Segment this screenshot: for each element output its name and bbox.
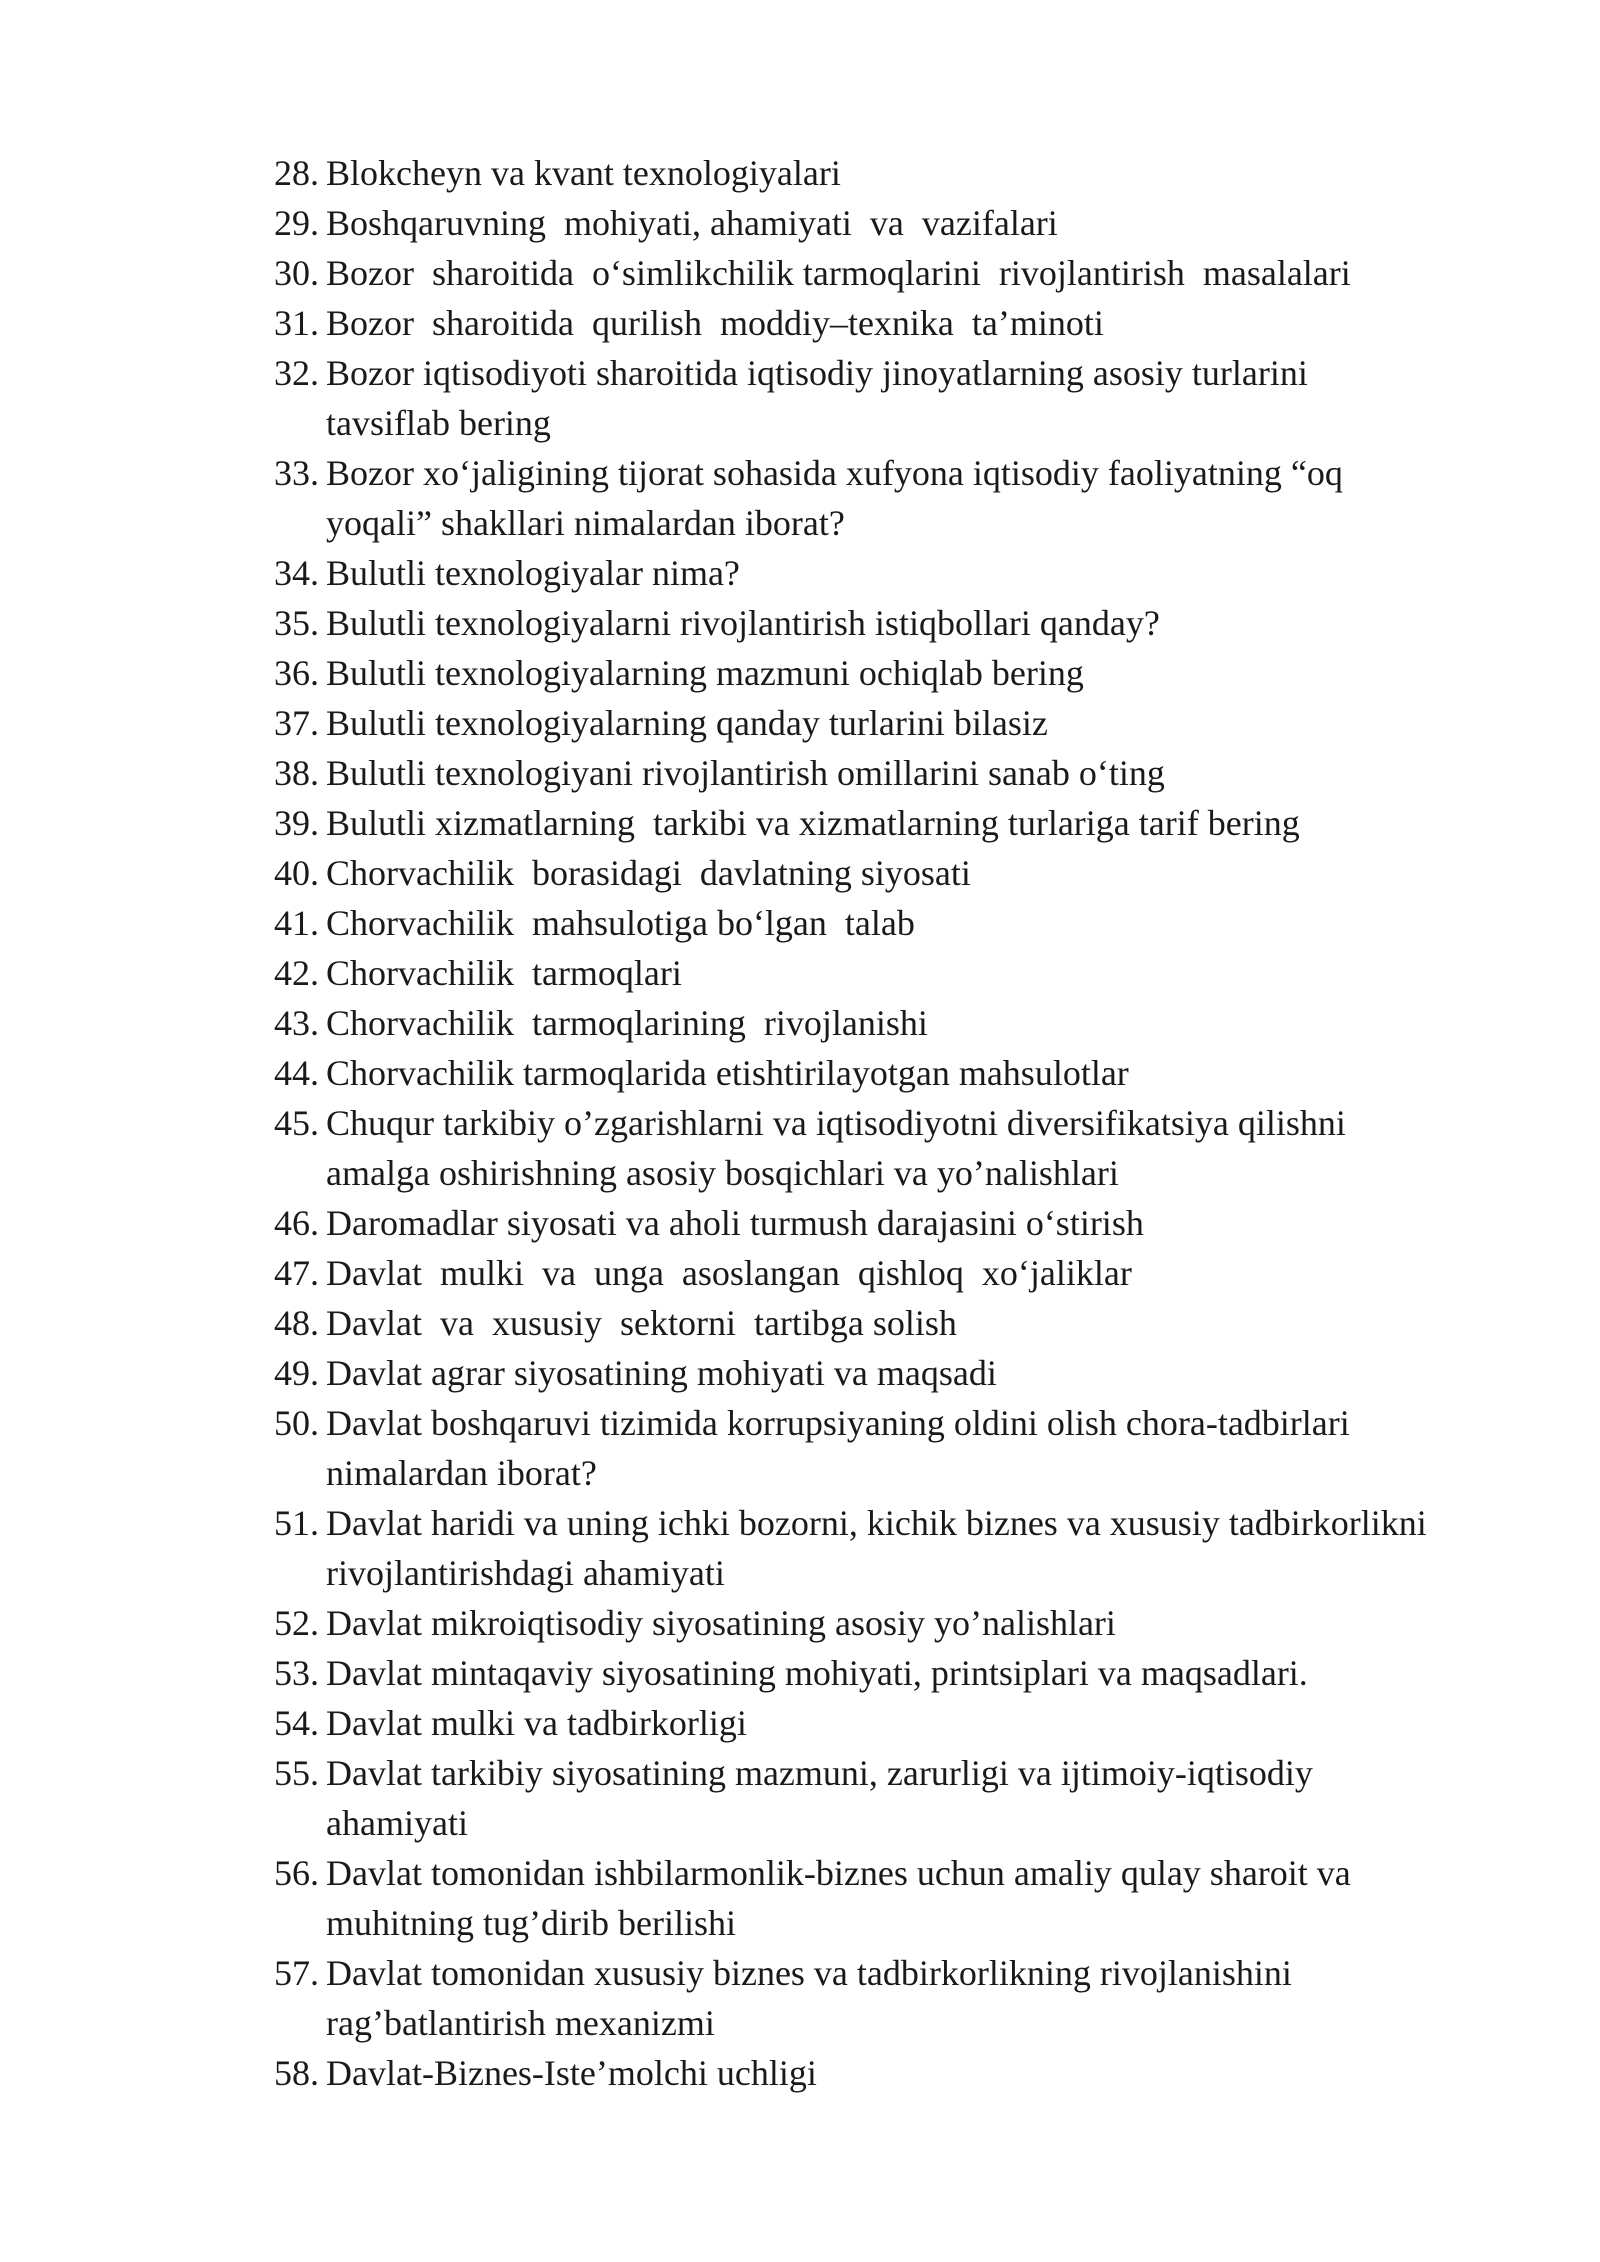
item-text: Bozor sharoitida qurilish moddiy–texnika ta’minoti bbox=[326, 303, 1104, 343]
item-number: 34. bbox=[274, 553, 319, 593]
item-number: 57. bbox=[274, 1953, 319, 1993]
item-number: 56. bbox=[274, 1853, 319, 1893]
list-item bbox=[274, 1248, 1500, 1298]
item-number: 43. bbox=[274, 1003, 319, 1043]
item-number: 39. bbox=[274, 803, 319, 843]
list-item bbox=[274, 448, 1500, 548]
item-number: 45. bbox=[274, 1103, 319, 1143]
list-item bbox=[274, 2048, 1500, 2098]
list-item bbox=[274, 1098, 1500, 1198]
list-item bbox=[274, 1198, 1500, 1248]
item-text: Blokcheyn va kvant texnologiyalari bbox=[326, 153, 841, 193]
item-number: 58. bbox=[274, 2053, 319, 2093]
item-number: 38. bbox=[274, 753, 319, 793]
item-number: 49. bbox=[274, 1353, 319, 1393]
list-item bbox=[274, 798, 1500, 848]
list-item bbox=[274, 1298, 1500, 1348]
list-item bbox=[274, 548, 1500, 598]
list-item bbox=[274, 1348, 1500, 1398]
list-item bbox=[274, 1398, 1500, 1498]
item-number: 46. bbox=[274, 1203, 319, 1243]
item-number: 31. bbox=[274, 303, 319, 343]
list-item bbox=[274, 248, 1500, 298]
list-item bbox=[274, 1048, 1500, 1098]
item-number: 30. bbox=[274, 253, 319, 293]
item-text: Davlat haridi va uning ichki bozorni, kichik biznes va xususiy tadbirkorlikni rivojlantirishdagi ahamiyati bbox=[326, 1503, 1427, 1593]
item-text: Chorvachilik tarmoqlarining rivojlanishi bbox=[326, 1003, 928, 1043]
item-text: Bulutli xizmatlarning tarkibi va xizmatlarning turlariga tarif bering bbox=[326, 803, 1300, 843]
item-number: 28. bbox=[274, 153, 319, 193]
item-number: 35. bbox=[274, 603, 319, 643]
item-text: Chorvachilik tarmoqlarida etishtirilayotgan mahsulotlar bbox=[326, 1053, 1129, 1093]
item-number: 50. bbox=[274, 1403, 319, 1443]
item-text: Davlat boshqaruvi tizimida korrupsiyaning oldini olish chora-tadbirlari nimalardan iborat? bbox=[326, 1403, 1350, 1493]
item-text: Bulutli texnologiyalarning mazmuni ochiqlab bering bbox=[326, 653, 1084, 693]
item-text: Chorvachilik borasidagi davlatning siyosati bbox=[326, 853, 971, 893]
list-item bbox=[274, 898, 1500, 948]
item-text: Bulutli texnologiyalarning qanday turlarini bilasiz bbox=[326, 703, 1048, 743]
list-item bbox=[274, 698, 1500, 748]
item-number: 47. bbox=[274, 1253, 319, 1293]
list-item bbox=[274, 1948, 1500, 2048]
item-text: Boshqaruvning mohiyati, ahamiyati va vazifalari bbox=[326, 203, 1058, 243]
item-number: 51. bbox=[274, 1503, 319, 1543]
list-item bbox=[274, 1598, 1500, 1648]
item-number: 40. bbox=[274, 853, 319, 893]
item-text: Bozor xo‘jaligining tijorat sohasida xufyona iqtisodiy faoliyatning “oq yoqali” shakllari nimalardan iborat? bbox=[326, 453, 1343, 543]
item-text: Chorvachilik tarmoqlari bbox=[326, 953, 682, 993]
item-number: 55. bbox=[274, 1753, 319, 1793]
item-text: Chorvachilik mahsulotiga bo‘lgan talab bbox=[326, 903, 915, 943]
item-number: 53. bbox=[274, 1653, 319, 1693]
item-text: Davlat-Biznes-Iste’molchi uchligi bbox=[326, 2053, 817, 2093]
item-number: 29. bbox=[274, 203, 319, 243]
item-text: Davlat tomonidan ishbilarmonlik-biznes uchun amaliy qulay sharoit va muhitning tug’dirib berilishi bbox=[326, 1853, 1351, 1943]
item-text: Davlat mulki va unga asoslangan qishloq xo‘jaliklar bbox=[326, 1253, 1132, 1293]
item-number: 52. bbox=[274, 1603, 319, 1643]
item-text: Bulutli texnologiyani rivojlantirish omillarini sanab o‘ting bbox=[326, 753, 1165, 793]
item-text: Daromadlar siyosati va aholi turmush darajasini o‘stirish bbox=[326, 1203, 1144, 1243]
list-item bbox=[274, 1698, 1500, 1748]
item-text: Davlat agrar siyosatining mohiyati va maqsadi bbox=[326, 1353, 997, 1393]
item-text: Davlat tomonidan xususiy biznes va tadbirkorlikning rivojlanishini rag’batlantirish mexanizmi bbox=[326, 1953, 1292, 2043]
item-number: 48. bbox=[274, 1303, 319, 1343]
item-text: Davlat mintaqaviy siyosatining mohiyati, printsiplari va maqsadlari. bbox=[326, 1653, 1308, 1693]
item-text: Bozor sharoitida o‘simlikchilik tarmoqlarini rivojlantirish masalalari bbox=[326, 253, 1351, 293]
list-item bbox=[274, 198, 1500, 248]
item-text: Davlat mikroiqtisodiy siyosatining asosiy yo’nalishlari bbox=[326, 1603, 1116, 1643]
item-text: Davlat va xususiy sektorni tartibga solish bbox=[326, 1303, 957, 1343]
list-item bbox=[274, 1848, 1500, 1948]
list-item bbox=[274, 848, 1500, 898]
item-text: Bulutli texnologiyalarni rivojlantirish istiqbollari qanday? bbox=[326, 603, 1160, 643]
item-text: Bozor iqtisodiyoti sharoitida iqtisodiy jinoyatlarning asosiy turlarini tavsiflab bering bbox=[326, 353, 1308, 443]
list-item bbox=[274, 998, 1500, 1048]
item-number: 41. bbox=[274, 903, 319, 943]
list-item bbox=[274, 298, 1500, 348]
list-item bbox=[274, 648, 1500, 698]
item-number: 44. bbox=[274, 1053, 319, 1093]
item-text: Chuqur tarkibiy o’zgarishlarni va iqtisodiyotni diversifikatsiya qilishni amalga oshirishning asosiy bosqichlari va yo’nalishlari bbox=[326, 1103, 1346, 1193]
item-number: 54. bbox=[274, 1703, 319, 1743]
list-item bbox=[274, 1648, 1500, 1698]
item-number: 33. bbox=[274, 453, 319, 493]
question-list bbox=[274, 148, 1500, 2098]
list-item bbox=[274, 148, 1500, 198]
list-item bbox=[274, 1498, 1500, 1598]
list-item bbox=[274, 348, 1500, 448]
item-text: Davlat mulki va tadbirkorligi bbox=[326, 1703, 747, 1743]
item-number: 42. bbox=[274, 953, 319, 993]
item-text: Bulutli texnologiyalar nima? bbox=[326, 553, 740, 593]
item-text: Davlat tarkibiy siyosatining mazmuni, zarurligi va ijtimoiy-iqtisodiy ahamiyati bbox=[326, 1753, 1313, 1843]
item-number: 32. bbox=[274, 353, 319, 393]
list-item bbox=[274, 748, 1500, 798]
list-item bbox=[274, 1748, 1500, 1848]
item-number: 37. bbox=[274, 703, 319, 743]
list-item bbox=[274, 598, 1500, 648]
item-number: 36. bbox=[274, 653, 319, 693]
list-item bbox=[274, 948, 1500, 998]
